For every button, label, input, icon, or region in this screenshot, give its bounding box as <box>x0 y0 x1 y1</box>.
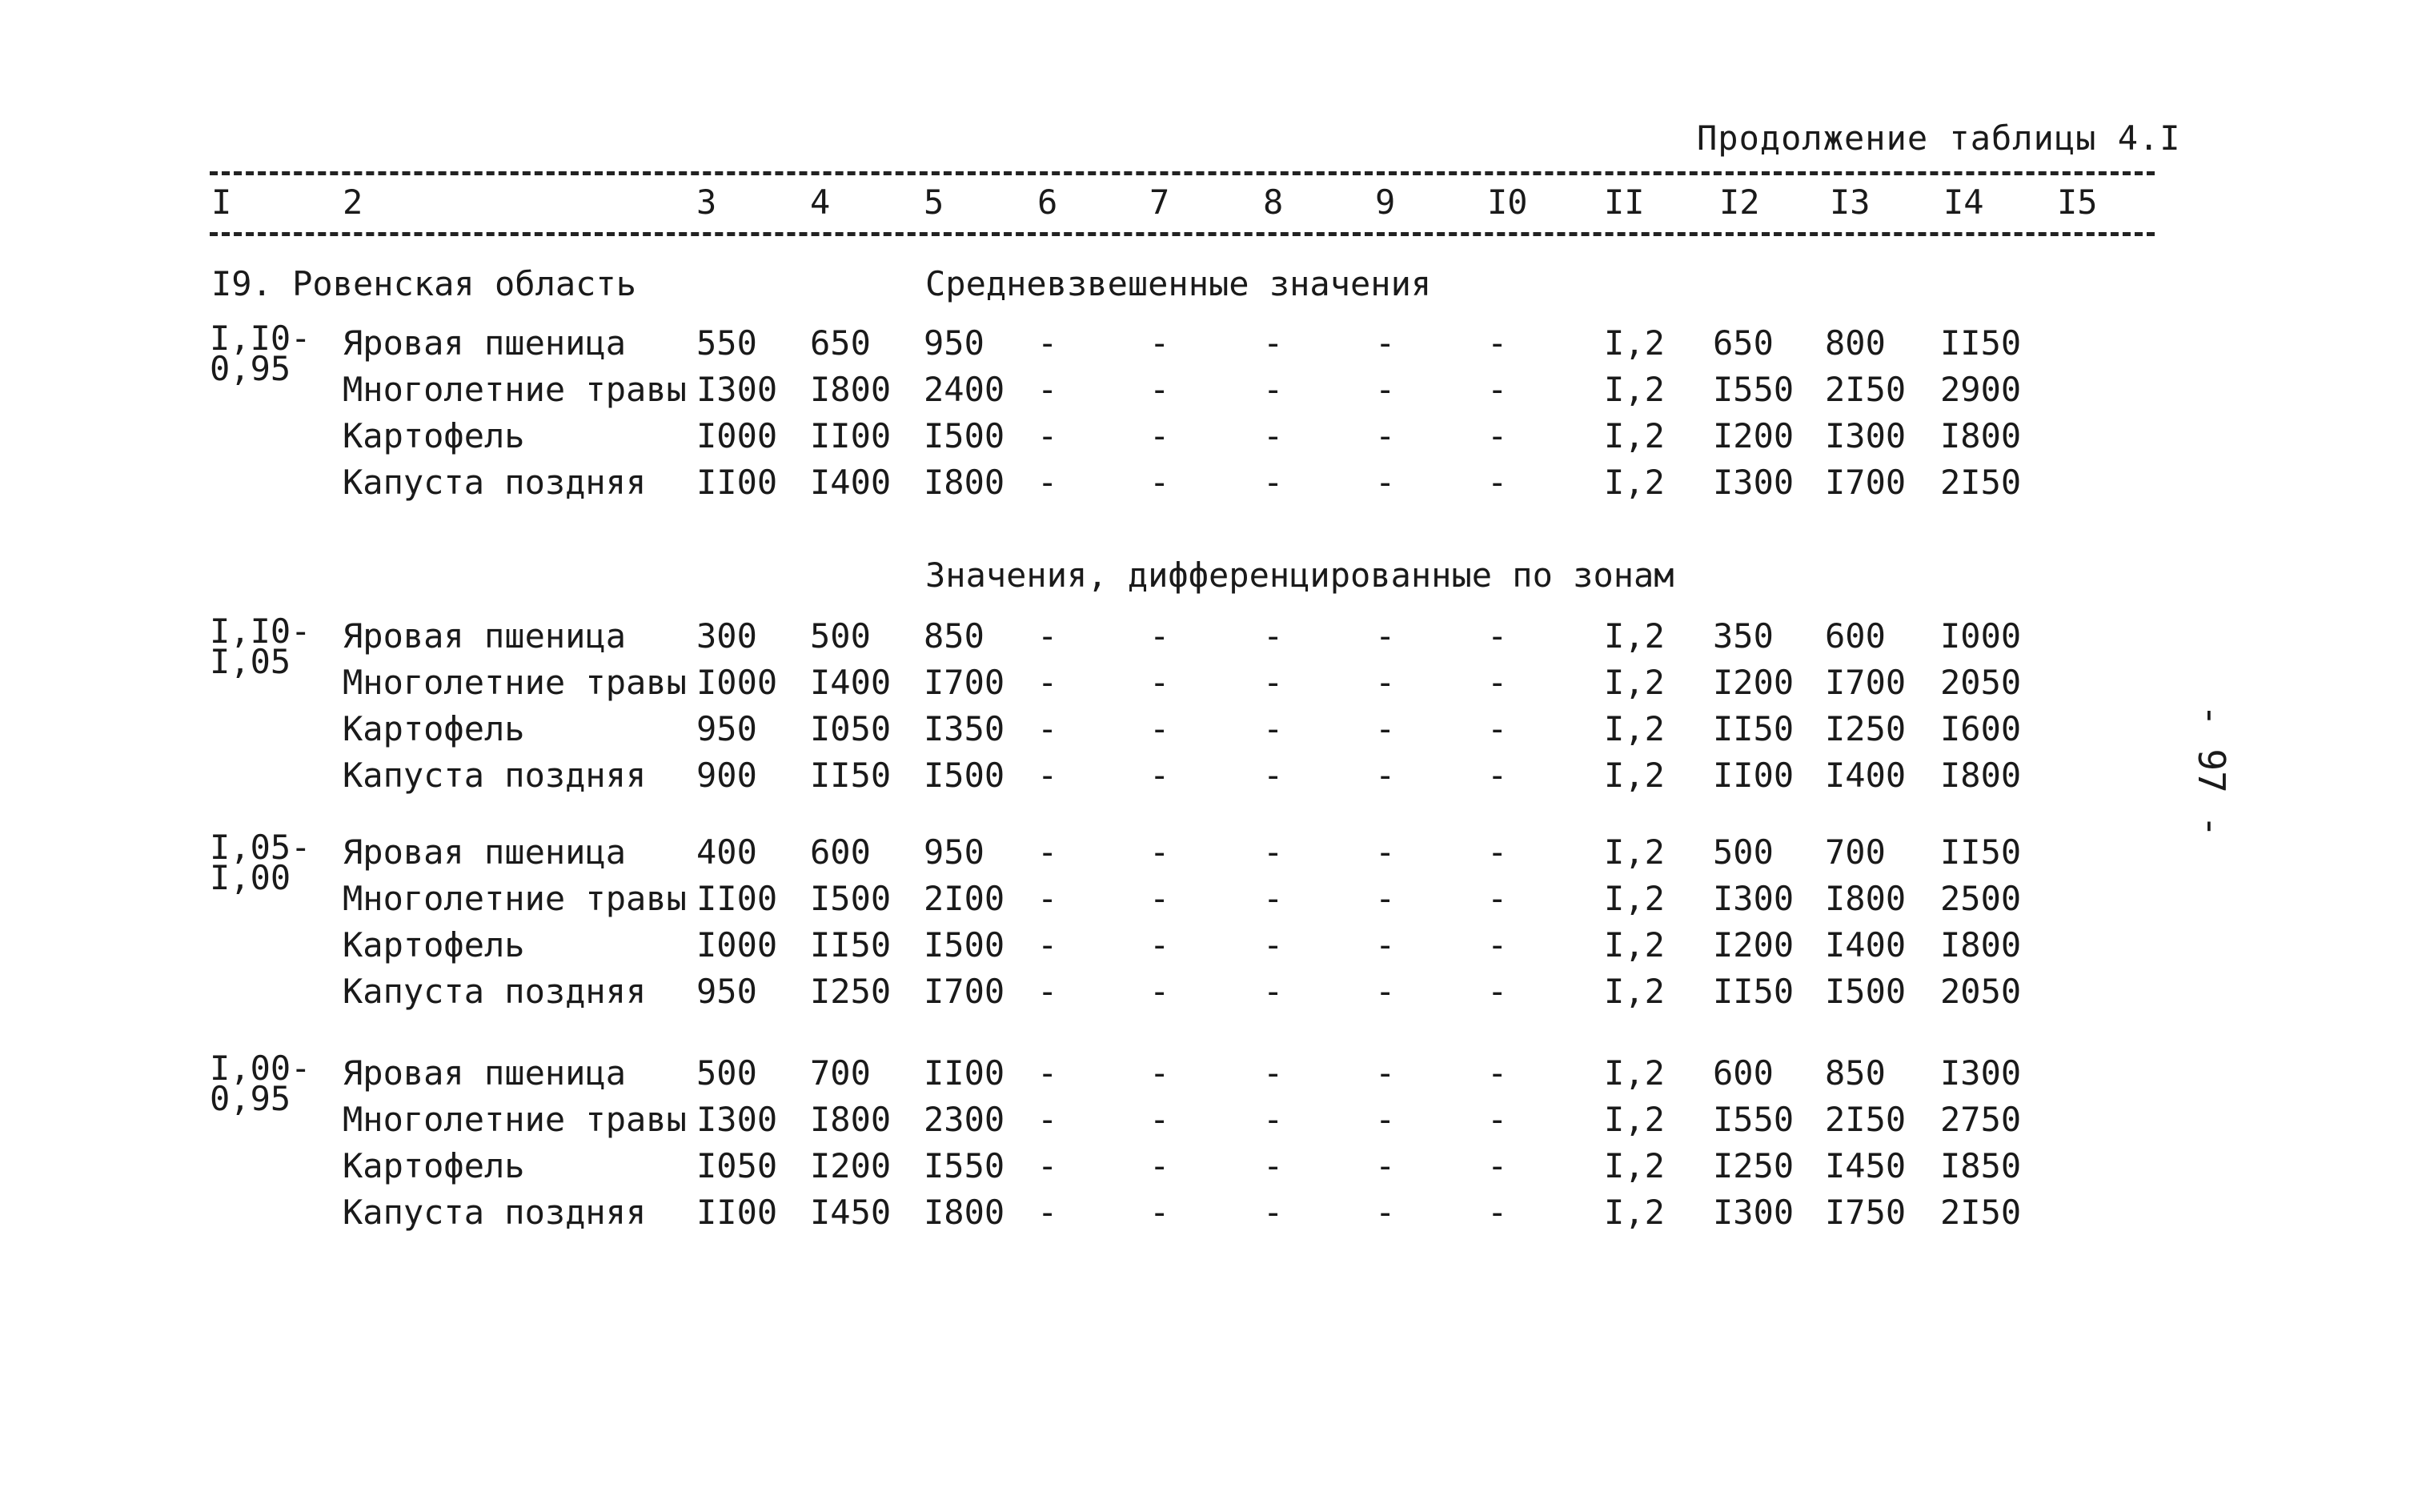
column-number-13: I3 <box>1830 182 1871 222</box>
value-cell: II50 <box>1940 323 2022 363</box>
value-cell: - <box>1037 463 1058 502</box>
value-cell: - <box>1263 616 1284 656</box>
table-row <box>0 1193 2410 1239</box>
crop-name-cell: Картофель <box>343 416 525 455</box>
value-cell: - <box>1149 463 1170 502</box>
zone-range-line: I,I0- <box>210 319 311 358</box>
value-cell: I050 <box>696 1146 778 1185</box>
value-cell: I,2 <box>1604 832 1665 872</box>
value-cell: - <box>1037 663 1058 702</box>
value-cell: 350 <box>1713 616 1774 656</box>
column-number-10: I0 <box>1487 182 1528 222</box>
value-cell: 550 <box>696 323 757 363</box>
column-number-9: 9 <box>1375 182 1396 222</box>
value-cell: I800 <box>1825 879 1907 918</box>
value-cell: I,2 <box>1604 1146 1665 1185</box>
value-cell: - <box>1487 1146 1508 1185</box>
value-cell: - <box>1037 416 1058 455</box>
value-cell: I000 <box>696 925 778 965</box>
crop-name-cell: Яровая пшеница <box>343 1053 627 1093</box>
value-cell: I000 <box>696 663 778 702</box>
column-number-1: I <box>211 182 232 222</box>
table-row <box>0 663 2410 709</box>
table-row <box>0 925 2410 972</box>
value-cell: - <box>1487 1193 1508 1232</box>
value-cell: - <box>1149 925 1170 965</box>
value-cell: - <box>1263 370 1284 409</box>
value-cell: - <box>1487 879 1508 918</box>
value-cell: - <box>1263 756 1284 795</box>
column-number-2: 2 <box>343 182 363 222</box>
value-cell: I400 <box>810 663 892 702</box>
value-cell: I,2 <box>1604 616 1665 656</box>
value-cell: I,2 <box>1604 370 1665 409</box>
region-title: I9. Ровенская область <box>211 264 637 303</box>
value-cell: I,2 <box>1604 709 1665 748</box>
value-cell: - <box>1263 925 1284 965</box>
value-cell: I250 <box>810 972 892 1011</box>
value-cell: - <box>1149 832 1170 872</box>
value-cell: I250 <box>1825 709 1907 748</box>
column-number-14: I4 <box>1943 182 1984 222</box>
value-cell: - <box>1375 1100 1396 1139</box>
value-cell: - <box>1487 1053 1508 1093</box>
zone-range-line: I,I0- <box>210 612 311 651</box>
value-cell: I,2 <box>1604 663 1665 702</box>
value-cell: - <box>1149 370 1170 409</box>
table-row <box>0 756 2410 802</box>
value-cell: I200 <box>1713 663 1794 702</box>
crop-name-cell: Многолетние травы <box>343 879 687 918</box>
value-cell: 2050 <box>1940 972 2022 1011</box>
value-cell: 500 <box>696 1053 757 1093</box>
value-cell: I800 <box>1940 416 2022 455</box>
value-cell: 2900 <box>1940 370 2022 409</box>
value-cell: - <box>1487 463 1508 502</box>
value-cell: II00 <box>924 1053 1005 1093</box>
value-cell: - <box>1037 323 1058 363</box>
value-cell: 600 <box>1713 1053 1774 1093</box>
table-row <box>0 709 2410 756</box>
value-cell: - <box>1487 1100 1508 1139</box>
column-number-12: I2 <box>1719 182 1760 222</box>
value-cell: 700 <box>1825 832 1886 872</box>
value-cell: - <box>1375 756 1396 795</box>
value-cell: II50 <box>1713 972 1794 1011</box>
crop-name-cell: Многолетние травы <box>343 370 687 409</box>
value-cell: 500 <box>1713 832 1774 872</box>
value-cell: I200 <box>810 1146 892 1185</box>
value-cell: 2I50 <box>1940 1193 2022 1232</box>
value-cell: - <box>1375 1146 1396 1185</box>
value-cell: - <box>1037 756 1058 795</box>
value-cell: I850 <box>1940 1146 2022 1185</box>
value-cell: I750 <box>1825 1193 1907 1232</box>
table-row <box>0 1049 2410 1100</box>
value-cell: 400 <box>696 832 757 872</box>
column-number-7: 7 <box>1149 182 1170 222</box>
value-cell: - <box>1375 1193 1396 1232</box>
value-cell: - <box>1263 879 1284 918</box>
column-number-3: 3 <box>696 182 717 222</box>
value-cell: I300 <box>696 370 778 409</box>
zone-range-line: I,05 <box>210 642 291 681</box>
value-cell: I700 <box>1825 463 1907 502</box>
value-cell: I000 <box>696 416 778 455</box>
value-cell: I500 <box>924 416 1005 455</box>
value-cell: 950 <box>696 709 757 748</box>
value-cell: - <box>1487 616 1508 656</box>
value-cell: - <box>1487 370 1508 409</box>
table-caption: Продолжение таблицы 4.I <box>1697 118 2181 158</box>
table-row <box>0 1146 2410 1193</box>
value-cell: - <box>1375 709 1396 748</box>
header-bottom-rule <box>210 232 2155 236</box>
value-cell: - <box>1375 370 1396 409</box>
value-cell: I550 <box>1713 1100 1794 1139</box>
value-cell: - <box>1149 709 1170 748</box>
value-cell: - <box>1149 756 1170 795</box>
value-cell: - <box>1375 416 1396 455</box>
section-title: Значения, дифференцированные по зонам <box>925 555 1674 595</box>
value-cell: 650 <box>1713 323 1774 363</box>
zone-range-line: I,05- <box>210 828 311 867</box>
value-cell: - <box>1487 756 1508 795</box>
value-cell: 700 <box>810 1053 871 1093</box>
value-cell: - <box>1263 832 1284 872</box>
value-cell: II00 <box>696 879 778 918</box>
table-row <box>0 1100 2410 1146</box>
value-cell: II00 <box>696 463 778 502</box>
value-cell: I400 <box>1825 756 1907 795</box>
value-cell: - <box>1149 1053 1170 1093</box>
crop-name-cell: Капуста поздняя <box>343 1193 647 1232</box>
value-cell: - <box>1487 832 1508 872</box>
value-cell: - <box>1149 1193 1170 1232</box>
value-cell: I450 <box>1825 1146 1907 1185</box>
value-cell: - <box>1375 879 1396 918</box>
value-cell: - <box>1037 1053 1058 1093</box>
value-cell: I800 <box>1940 756 2022 795</box>
value-cell: I800 <box>810 1100 892 1139</box>
value-cell: - <box>1037 709 1058 748</box>
crop-name-cell: Капуста поздняя <box>343 756 647 795</box>
value-cell: 2I50 <box>1825 1100 1907 1139</box>
value-cell: 650 <box>810 323 871 363</box>
value-cell: - <box>1037 832 1058 872</box>
value-cell: - <box>1037 370 1058 409</box>
value-cell: I250 <box>1713 1146 1794 1185</box>
value-cell: I400 <box>810 463 892 502</box>
value-cell: I500 <box>924 925 1005 965</box>
value-cell: I200 <box>1713 925 1794 965</box>
value-cell: 950 <box>696 972 757 1011</box>
value-cell: - <box>1375 323 1396 363</box>
value-cell: 2750 <box>1940 1100 2022 1139</box>
value-cell: I600 <box>1940 709 2022 748</box>
value-cell: - <box>1263 972 1284 1011</box>
value-cell: I500 <box>1825 972 1907 1011</box>
value-cell: I,2 <box>1604 416 1665 455</box>
value-cell: I,2 <box>1604 972 1665 1011</box>
value-cell: I700 <box>1825 663 1907 702</box>
value-cell: 800 <box>1825 323 1886 363</box>
value-cell: I,2 <box>1604 1193 1665 1232</box>
value-cell: 950 <box>924 323 984 363</box>
value-cell: - <box>1263 1146 1284 1185</box>
column-number-4: 4 <box>810 182 831 222</box>
value-cell: - <box>1037 1193 1058 1232</box>
value-cell: - <box>1263 1053 1284 1093</box>
value-cell: - <box>1263 1193 1284 1232</box>
value-cell: 2I50 <box>1825 370 1907 409</box>
value-cell: I800 <box>924 463 1005 502</box>
page-number: - 97 - <box>2190 704 2233 838</box>
value-cell: - <box>1375 616 1396 656</box>
value-cell: - <box>1487 663 1508 702</box>
value-cell: - <box>1263 463 1284 502</box>
value-cell: I000 <box>1940 616 2022 656</box>
value-cell: - <box>1149 663 1170 702</box>
value-cell: I,2 <box>1604 756 1665 795</box>
zone-range-line: 0,95 <box>210 1079 291 1118</box>
value-cell: I800 <box>924 1193 1005 1232</box>
table-row <box>0 879 2410 925</box>
value-cell: I,2 <box>1604 1053 1665 1093</box>
value-cell: I,2 <box>1604 1100 1665 1139</box>
value-cell: I300 <box>1713 879 1794 918</box>
value-cell: - <box>1487 416 1508 455</box>
value-cell: I,2 <box>1604 323 1665 363</box>
value-cell: I,2 <box>1604 879 1665 918</box>
crop-name-cell: Капуста поздняя <box>343 972 647 1011</box>
zone-range-line: I,00- <box>210 1049 311 1088</box>
value-cell: - <box>1037 1146 1058 1185</box>
value-cell: - <box>1375 663 1396 702</box>
table-row <box>0 463 2410 509</box>
value-cell: - <box>1037 925 1058 965</box>
column-number-15: I5 <box>2057 182 2098 222</box>
value-cell: 850 <box>1825 1053 1886 1093</box>
value-cell: 2400 <box>924 370 1005 409</box>
value-cell: - <box>1263 416 1284 455</box>
table-row <box>0 612 2410 663</box>
value-cell: - <box>1037 616 1058 656</box>
zone-range-line: 0,95 <box>210 349 291 388</box>
value-cell: - <box>1375 463 1396 502</box>
value-cell: - <box>1149 879 1170 918</box>
value-cell: 2050 <box>1940 663 2022 702</box>
section-title: Средневзвешенные значения <box>925 264 1432 303</box>
value-cell: I500 <box>810 879 892 918</box>
value-cell: 850 <box>924 616 984 656</box>
value-cell: 600 <box>810 832 871 872</box>
value-cell: I,2 <box>1604 925 1665 965</box>
value-cell: 2I50 <box>1940 463 2022 502</box>
value-cell: I050 <box>810 709 892 748</box>
value-cell: II00 <box>810 416 892 455</box>
value-cell: - <box>1149 1146 1170 1185</box>
value-cell: 950 <box>924 832 984 872</box>
value-cell: - <box>1149 323 1170 363</box>
value-cell: I550 <box>1713 370 1794 409</box>
value-cell: 2I00 <box>924 879 1005 918</box>
value-cell: - <box>1375 925 1396 965</box>
value-cell: I300 <box>1713 463 1794 502</box>
value-cell: - <box>1487 323 1508 363</box>
value-cell: I300 <box>696 1100 778 1139</box>
value-cell: II50 <box>1940 832 2022 872</box>
value-cell: 600 <box>1825 616 1886 656</box>
table-row <box>0 319 2410 370</box>
value-cell: 500 <box>810 616 871 656</box>
table-row <box>0 370 2410 416</box>
value-cell: I700 <box>924 663 1005 702</box>
value-cell: - <box>1149 616 1170 656</box>
value-cell: I300 <box>1713 1193 1794 1232</box>
zone-range-line: I,00 <box>210 858 291 897</box>
table-row <box>0 972 2410 1018</box>
value-cell: I450 <box>810 1193 892 1232</box>
crop-name-cell: Капуста поздняя <box>343 463 647 502</box>
value-cell: - <box>1149 416 1170 455</box>
crop-name-cell: Яровая пшеница <box>343 323 627 363</box>
crop-name-cell: Многолетние травы <box>343 663 687 702</box>
value-cell: I300 <box>1825 416 1907 455</box>
crop-name-cell: Картофель <box>343 709 525 748</box>
value-cell: - <box>1037 972 1058 1011</box>
value-cell: - <box>1263 663 1284 702</box>
column-number-8: 8 <box>1263 182 1284 222</box>
crop-name-cell: Картофель <box>343 1146 525 1185</box>
value-cell: II50 <box>1713 709 1794 748</box>
value-cell: I550 <box>924 1146 1005 1185</box>
value-cell: I800 <box>810 370 892 409</box>
value-cell: II00 <box>1713 756 1794 795</box>
value-cell: II50 <box>810 756 892 795</box>
crop-name-cell: Яровая пшеница <box>343 832 627 872</box>
value-cell: I400 <box>1825 925 1907 965</box>
value-cell: - <box>1487 972 1508 1011</box>
value-cell: - <box>1037 879 1058 918</box>
table-row <box>0 416 2410 463</box>
crop-name-cell: Картофель <box>343 925 525 965</box>
table-row <box>0 828 2410 879</box>
value-cell: 2500 <box>1940 879 2022 918</box>
value-cell: - <box>1149 972 1170 1011</box>
value-cell: I500 <box>924 756 1005 795</box>
value-cell: - <box>1487 925 1508 965</box>
value-cell: I,2 <box>1604 463 1665 502</box>
value-cell: II00 <box>696 1193 778 1232</box>
value-cell: I200 <box>1713 416 1794 455</box>
value-cell: II50 <box>810 925 892 965</box>
value-cell: 300 <box>696 616 757 656</box>
value-cell: - <box>1375 1053 1396 1093</box>
value-cell: - <box>1487 709 1508 748</box>
value-cell: I350 <box>924 709 1005 748</box>
column-number-6: 6 <box>1037 182 1058 222</box>
value-cell: I700 <box>924 972 1005 1011</box>
column-number-5: 5 <box>924 182 944 222</box>
value-cell: - <box>1263 323 1284 363</box>
crop-name-cell: Многолетние травы <box>343 1100 687 1139</box>
value-cell: I300 <box>1940 1053 2022 1093</box>
value-cell: - <box>1375 832 1396 872</box>
value-cell: - <box>1263 709 1284 748</box>
value-cell: - <box>1263 1100 1284 1139</box>
value-cell: - <box>1149 1100 1170 1139</box>
value-cell: - <box>1375 972 1396 1011</box>
header-top-rule <box>210 171 2155 175</box>
value-cell: I800 <box>1940 925 2022 965</box>
column-number-11: II <box>1604 182 1645 222</box>
value-cell: - <box>1037 1100 1058 1139</box>
crop-name-cell: Яровая пшеница <box>343 616 627 656</box>
value-cell: 900 <box>696 756 757 795</box>
value-cell: 2300 <box>924 1100 1005 1139</box>
